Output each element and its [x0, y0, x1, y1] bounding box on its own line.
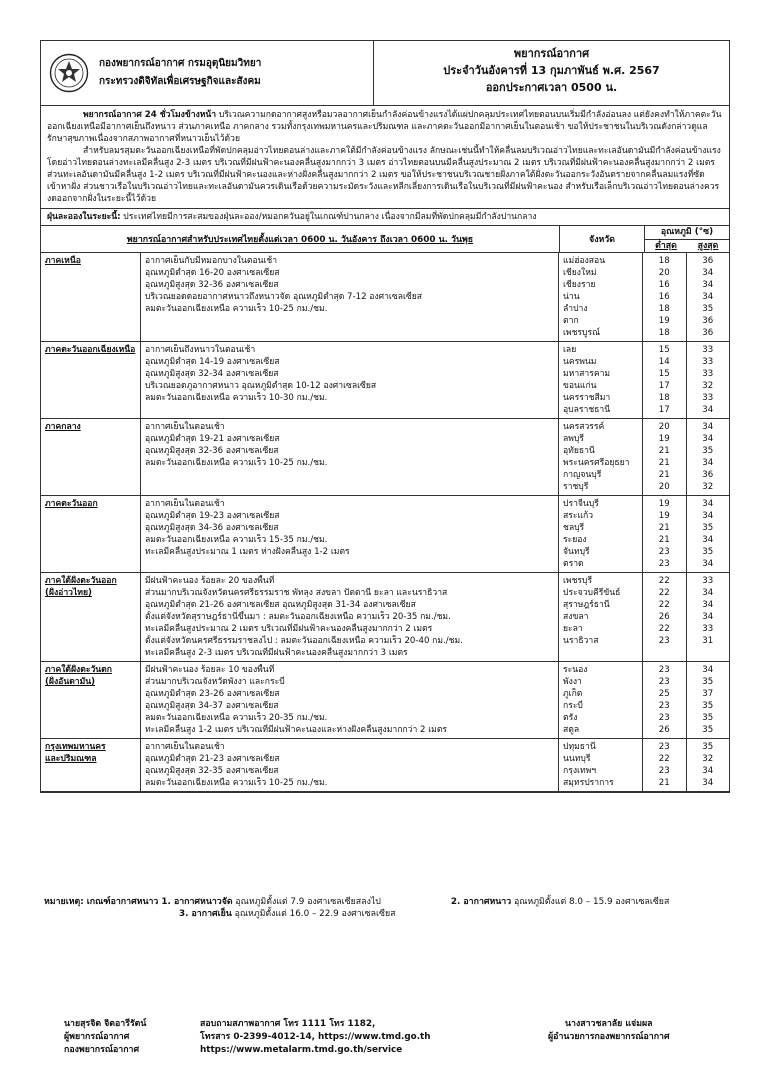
region-max-temps [687, 496, 730, 572]
region-max-temps [687, 253, 730, 341]
region-max-temps [687, 739, 730, 791]
region-max-temps-line: 35 [702, 725, 714, 735]
region-max-temps-line: 33 [702, 357, 714, 367]
region-min-temps-line: 23 [658, 665, 670, 675]
region-description-line: ลมตะวันออกเฉียงเหนือ ความเร็ว 10-30 กม./ชม. [145, 393, 328, 403]
region-max-temps-line: 36 [702, 316, 714, 326]
note-item1-text: อุณหภูมิตั้งแต่ 7.9 องศาเซลเซียสลงไป [232, 897, 381, 907]
footer-left-2: ผู้พยากรณ์อากาศ [64, 1032, 130, 1042]
region-provinces-line: สระแก้ว [563, 511, 594, 521]
region-provinces-line: พระนครศรีอยุธยา [563, 458, 630, 468]
region-row [41, 253, 729, 342]
footer-right-1: นางสาวชลาลัย แจ่มผล [564, 1019, 653, 1029]
region-description [141, 253, 559, 341]
region-min-temps-line: 19 [658, 511, 670, 521]
summary-paragraph-2: สำหรับลมรสุมตะวันออกเฉียงเหนือที่พัดปกคลุมอ่าวไทยตอนล่างและภาคใต้มีกำลังค่อนข้างแรง ลักษณะเช่นนี้ทำให้คลื่นลมบริเวณอ่าวไทยและทะเลอันดามันมีกำลังค่อนข้างแรง โดยอ่าวไทยตอนล่างทะเลมีคลื่นสูง 2-3 เมตร บริเวณที่มีฝนฟ้าคะนองคลื่นสูงมากกว่า 3 เมตร อ่าวไทยตอนบนมีคลื่นสูงประมาณ 2 เมตร บริเวณที่มีฝนฟ้าคะนองคลื่นสูงมากกว่า 2 เมตร ส่วนทะเลอันดามันมีคลื่นสูง 1-2 เมตร บริเวณที่มีฝนฟ้าคะนองและห่างฝั่งคลื่นสูงมากกว่า 2 เมตร ขอให้ประชาชนบริเวณชายฝั่งภาคใต้ฝั่งตะวันออกระวังอันตรายจากคลื่นลมแรงที่ซัดเข้าหาฝั่ง ส่วนชาวเรือในบริเวณอ่าวไทยและทะเลอันดามันควรเดินเรือด้วยความระมัดระวังและหลีกเลี่ยงการเดินเรือในบริเวณที่มีฝนฟ้าคะนอง สำหรับเรือเล็กบริเวณอ่าวไทยตอนล่างควรงดออกจากฝั่งในระยะนี้ไว้ด้วย [47, 146, 721, 204]
summary [41, 106, 729, 209]
region-description [141, 496, 559, 572]
note-item2-title: 2. อากาศหนาว [450, 897, 512, 907]
region-max-temps-line: 34 [702, 268, 714, 278]
region-max-temps [687, 342, 730, 418]
region-name-line: ภาคใต้ฝั่งตะวันตก [45, 665, 112, 675]
footer-contact [200, 1018, 431, 1057]
region-description-line: อุณหภูมิสูงสุด 32-35 องศาเซลเซียส [145, 766, 279, 776]
region-description-line: อุณหภูมิสูงสุด 34-36 องศาเซลเซียส [145, 523, 279, 533]
region-min-temps-line: 23 [658, 742, 670, 752]
region-min-temps-line: 16 [658, 280, 670, 290]
region-min-temps-line: 14 [658, 357, 670, 367]
region-description-line: ตั้งแต่จังหวัดนครศรีธรรมราชลงไป : ลมตะวันออกเฉียงเหนือ ความเร็ว 20-40 กม./ชม. [145, 636, 463, 646]
region-description-line: อุณหภูมิต่ำสุด 21-23 องศาเซลเซียส [145, 754, 280, 764]
dust-note [41, 209, 729, 226]
region-description-line: อากาศเย็นในตอนเช้า [145, 422, 225, 432]
region-name-line: ภาคตะวันออกเฉียงเหนือ [45, 345, 136, 355]
region-description-line: อุณหภูมิสูงสุด 34-37 องศาเซลเซียส [145, 701, 279, 711]
region-max-temps-line: 35 [702, 547, 714, 557]
region-name [41, 419, 141, 495]
region-min-temps-line: 19 [658, 434, 670, 444]
note-item3-title: 3. อากาศเย็น [179, 909, 232, 919]
region-max-temps-line: 34 [702, 422, 714, 432]
region-min-temps [643, 253, 687, 341]
region-provinces [559, 253, 643, 341]
region-provinces [559, 739, 643, 791]
region-max-temps-line: 34 [702, 434, 714, 444]
region-provinces-line: นครพนม [563, 357, 597, 367]
region-provinces-line: ตราด [563, 559, 584, 569]
region-min-temps-line: 18 [658, 328, 670, 338]
forecast-frame [40, 40, 730, 793]
region-max-temps-line: 35 [702, 713, 714, 723]
col-max: สูงสุด [697, 241, 719, 251]
issued-time: ออกประกาศเวลา 0500 น. [485, 81, 618, 94]
region-provinces-line: กระบี่ [563, 701, 583, 711]
region-min-temps-line: 26 [658, 612, 670, 622]
region-min-temps [643, 662, 687, 738]
region-name-line: และปริมณฑล [45, 754, 97, 764]
summary-lead: พยากรณ์อากาศ 24 ชั่วโมงข้างหน้า [83, 110, 217, 120]
region-provinces-line: ตาก [563, 316, 579, 326]
note-lead: หมายเหตุ: เกณฑ์อากาศหนาว [44, 897, 159, 907]
region-max-temps-line: 35 [702, 446, 714, 456]
region-min-temps-line: 23 [658, 559, 670, 569]
footer-center-1: สอบถามสภาพอากาศ โทร 1111 โทร 1182, [200, 1019, 376, 1029]
region-row [41, 662, 729, 739]
region-provinces-line: สงขลา [563, 612, 589, 622]
region-description-line: อากาศเย็นกับมีหมอกบางในตอนเช้า [145, 256, 278, 266]
region-description-line: บริเวณยอดภูอากาศหนาว อุณหภูมิต่ำสุด 10-12 องศาเซลเซียส [145, 381, 377, 391]
region-min-temps-line: 22 [658, 600, 670, 610]
region-max-temps-line: 32 [702, 482, 714, 492]
region-max-temps-line: 34 [702, 511, 714, 521]
region-description-line: อากาศเย็นในตอนเช้า [145, 742, 225, 752]
region-min-temps-line: 22 [658, 624, 670, 634]
region-max-temps-line: 36 [702, 470, 714, 480]
region-provinces [559, 419, 643, 495]
region-max-temps-line: 31 [702, 636, 714, 646]
region-provinces-line: ปทุมธานี [563, 742, 596, 752]
region-provinces-line: สตูล [563, 725, 580, 735]
region-provinces-line: นครราชสีมา [563, 393, 611, 403]
region-min-temps-line: 20 [658, 268, 670, 278]
region-description-line: ลมตะวันออกเฉียงเหนือ ความเร็ว 10-25 กม./ชม. [145, 458, 328, 468]
region-description-line: ส่วนมากบริเวณจังหวัดนครศรีธรรมราช พัทลุง สงขลา ปัตตานี ยะลา และนราธิวาส [145, 588, 448, 598]
region-provinces-line: ขอนแก่น [563, 381, 597, 391]
footer-forecaster [64, 1018, 146, 1057]
region-provinces-line: ยะลา [563, 624, 583, 634]
region-min-temps-line: 17 [658, 381, 670, 391]
region-max-temps-line: 34 [702, 405, 714, 415]
region-min-temps [643, 573, 687, 661]
region-min-temps-line: 21 [658, 446, 670, 456]
region-description [141, 662, 559, 738]
region-max-temps-line: 33 [702, 393, 714, 403]
region-description-line: ทะเลมีคลื่นสูง 1-2 เมตร บริเวณที่มีฝนฟ้าคะนองและห่างฝั่งคลื่นสูงมากกว่า 2 เมตร [145, 725, 448, 735]
region-min-temps-line: 19 [658, 499, 670, 509]
region-min-temps-line: 23 [658, 636, 670, 646]
note-item2-text: อุณหภูมิตั้งแต่ 8.0 – 15.9 องศาเซลเซียส [511, 897, 670, 907]
region-provinces-line: เพชรบูรณ์ [563, 328, 601, 338]
forecast-date: ประจำวันอังคารที่ 13 กุมภาพันธ์ พ.ศ. 2567 [443, 64, 660, 77]
region-min-temps [643, 496, 687, 572]
region-max-temps-line: 34 [702, 535, 714, 545]
region-name-line: (ฝั่งอันดามัน) [45, 677, 96, 687]
region-name-line: (ฝั่งอ่าวไทย) [45, 588, 92, 598]
region-description-line: ทะเลมีคลื่นสูงประมาณ 1 เมตร ห่างฝั่งคลื่นสูง 1-2 เมตร [145, 547, 350, 557]
region-provinces-line: น่าน [563, 292, 580, 302]
region-provinces [559, 342, 643, 418]
region-name [41, 739, 141, 791]
region-provinces-line: เลย [563, 345, 577, 355]
region-min-temps-line: 20 [658, 422, 670, 432]
region-name-line: ภาคใต้ฝั่งตะวันออก [45, 576, 117, 586]
region-description-line: ส่วนมากบริเวณจังหวัดพังงา และกระบี่ [145, 677, 285, 687]
region-max-temps-line: 34 [702, 559, 714, 569]
region-max-temps-line: 33 [702, 624, 714, 634]
region-provinces-line: ระยอง [563, 535, 587, 545]
region-provinces-line: แม่ฮ่องสอน [563, 256, 606, 266]
region-max-temps-line: 34 [702, 766, 714, 776]
region-min-temps-line: 22 [658, 576, 670, 586]
region-description-line: อุณหภูมิสูงสุด 32-36 องศาเซลเซียส [145, 280, 279, 290]
region-provinces-line: ราชบุรี [563, 482, 589, 492]
region-row [41, 739, 729, 792]
region-description [141, 739, 559, 791]
table-heading: พยากรณ์อากาศสำหรับประเทศไทยตั้งแต่เวลา 0600 น. วันอังคาร ถึงเวลา 0600 น. วันพุธ [41, 226, 560, 252]
region-min-temps [643, 419, 687, 495]
header-org [41, 41, 374, 105]
org-line-2: กระทรวงดิจิทัลเพื่อเศรษฐกิจและสังคม [99, 76, 261, 87]
region-description [141, 419, 559, 495]
region-provinces [559, 662, 643, 738]
region-provinces-line: นราธิวาส [563, 636, 599, 646]
region-min-temps-line: 23 [658, 766, 670, 776]
region-row [41, 573, 729, 662]
region-provinces-line: ภูเก็ต [563, 689, 583, 699]
header [41, 41, 729, 106]
region-max-temps-line: 34 [702, 612, 714, 622]
region-max-temps-line: 34 [702, 458, 714, 468]
region-min-temps-line: 22 [658, 754, 670, 764]
region-min-temps-line: 23 [658, 713, 670, 723]
region-min-temps-line: 19 [658, 316, 670, 326]
region-min-temps-line: 18 [658, 304, 670, 314]
region-description-line: อุณหภูมิต่ำสุด 14-19 องศาเซลเซียส [145, 357, 280, 367]
region-description-line: ลมตะวันออกเฉียงเหนือ ความเร็ว 20-35 กม./ชม. [145, 713, 328, 723]
region-max-temps-line: 35 [702, 677, 714, 687]
region-min-temps-line: 17 [658, 405, 670, 415]
header-title-block [374, 41, 729, 105]
org-line-1: กองพยากรณ์อากาศ กรมอุตุนิยมวิทยา [99, 58, 262, 69]
summary-paragraph-1 [47, 109, 723, 145]
region-provinces-line: เชียงราย [563, 280, 596, 290]
region-min-temps-line: 15 [658, 345, 670, 355]
region-provinces-line: กรุงเทพฯ [563, 766, 597, 776]
tmd-seal-logo [49, 53, 89, 93]
region-max-temps-line: 34 [702, 499, 714, 509]
region-description-line: อุณหภูมิต่ำสุด 23-26 องศาเซลเซียส [145, 689, 280, 699]
region-description-line: อากาศเย็นในตอนเช้า [145, 499, 225, 509]
region-max-temps [687, 419, 730, 495]
col-temp-label: อุณหภูมิ (°ซ) [645, 226, 729, 240]
region-description-line: ทะเลมีคลื่นสูง 2-3 เมตร บริเวณที่มีฝนฟ้าคะนองคลื่นสูงมากกว่า 3 เมตร [145, 648, 408, 658]
region-provinces-line: ประจวบคีรีขันธ์ [563, 588, 621, 598]
region-max-temps-line: 36 [702, 256, 714, 266]
region-provinces-line: ตรัง [563, 713, 578, 723]
region-max-temps-line: 34 [702, 665, 714, 675]
region-provinces-line: สุราษฎร์ธานี [563, 600, 610, 610]
region-description-line: อากาศเย็นถึงหนาวในตอนเช้า [145, 345, 256, 355]
region-max-temps-line: 34 [702, 600, 714, 610]
region-name [41, 496, 141, 572]
region-provinces-line: ระนอง [563, 665, 588, 675]
footer-center-3: https://www.metalarm.tmd.go.th/service [200, 1045, 403, 1055]
region-name [41, 573, 141, 661]
region-provinces-line: ชลบุรี [563, 523, 585, 533]
region-name-line: กรุงเทพมหานคร [45, 742, 106, 752]
region-max-temps-line: 32 [702, 754, 714, 764]
region-provinces-line: อุทัยธานี [563, 446, 595, 456]
footer-director [548, 1018, 670, 1044]
region-min-temps-line: 26 [658, 725, 670, 735]
region-provinces-line: อุบลราชธานี [563, 405, 611, 415]
region-min-temps-line: 21 [658, 470, 670, 480]
region-description-line: อุณหภูมิต่ำสุด 19-23 องศาเซลเซียส [145, 511, 280, 521]
region-max-temps-line: 33 [702, 369, 714, 379]
region-name-line: ภาคกลาง [45, 422, 81, 432]
dust-lead: ฝุ่นละอองในระยะนี้: [47, 212, 121, 222]
region-provinces-line: กาญจนบุรี [563, 470, 602, 480]
region-min-temps-line: 21 [658, 778, 670, 788]
col-temp [645, 226, 729, 252]
region-min-temps-line: 15 [658, 369, 670, 379]
region-description-line: อุณหภูมิต่ำสุด 21-26 องศาเซลเซียส อุณหภูมิสูงสุด 31-34 องศาเซลเซียส [145, 600, 416, 610]
footer-left-1: นายสุรจิต จิตอารีรัตน์ [64, 1019, 147, 1029]
region-description-line: บริเวณยอดดอยอากาศหนาวถึงหนาวจัด อุณหภูมิต่ำสุด 7-12 องศาเซลเซียส [145, 292, 423, 302]
region-min-temps-line: 23 [658, 677, 670, 687]
region-max-temps-line: 35 [702, 701, 714, 711]
region-provinces-line: นครสวรรค์ [563, 422, 605, 432]
region-min-temps-line: 21 [658, 458, 670, 468]
region-min-temps-line: 18 [658, 256, 670, 266]
region-min-temps-line: 22 [658, 588, 670, 598]
region-description-line: มีฝนฟ้าคะนอง ร้อยละ 10 ของพื้นที่ [145, 665, 275, 675]
region-description-line: อุณหภูมิต่ำสุด 16-20 องศาเซลเซียส [145, 268, 280, 278]
region-description-line: อุณหภูมิต่ำสุด 19-21 องศาเซลเซียส [145, 434, 280, 444]
region-row [41, 419, 729, 496]
region-description-line: ทะเลมีคลื่นสูงประมาณ 2 เมตร บริเวณที่มีฝนฟ้าคะนองคลื่นสูงมากกว่า 2 เมตร [145, 624, 433, 634]
region-description-line: ลมตะวันออกเฉียงเหนือ ความเร็ว 10-25 กม./ชม. [145, 304, 328, 314]
region-provinces-line: ลพบุรี [563, 434, 585, 444]
region-description [141, 342, 559, 418]
region-min-temps-line: 21 [658, 535, 670, 545]
region-provinces-line: เชียงใหม่ [563, 268, 597, 278]
dust-text: ประเทศไทยมีการสะสมของฝุ่นละออง/หมอกควันอยู่ในเกณฑ์ปานกลาง เนื่องจากมีลมที่พัดปกคลุมมีกำลังปานกลาง [120, 212, 537, 222]
region-description-line: มีฝนฟ้าคะนอง ร้อยละ 20 ของพื้นที่ [145, 576, 275, 586]
region-provinces-line: เพชรบุรี [563, 576, 593, 586]
col-province: จังหวัด [560, 226, 645, 252]
region-min-temps-line: 23 [658, 547, 670, 557]
regions-table [41, 253, 729, 792]
region-description-line: ลมตะวันออกเฉียงเหนือ ความเร็ว 15-35 กม./ชม. [145, 535, 328, 545]
region-max-temps-line: 34 [702, 292, 714, 302]
region-name-line: ภาคตะวันออก [45, 499, 98, 509]
region-max-temps-line: 33 [702, 345, 714, 355]
region-min-temps-line: 25 [658, 689, 670, 699]
region-min-temps-line: 18 [658, 393, 670, 403]
region-max-temps-line: 34 [702, 280, 714, 290]
region-name-line: ภาคเหนือ [45, 256, 81, 266]
region-min-temps-line: 23 [658, 701, 670, 711]
region-max-temps [687, 662, 730, 738]
region-provinces-line: สมุทรปราการ [563, 778, 614, 788]
region-max-temps [687, 573, 730, 661]
region-name [41, 253, 141, 341]
region-provinces-line: จันทบุรี [563, 547, 590, 557]
region-max-temps-line: 37 [702, 689, 714, 699]
region-provinces-line: ลำปาง [563, 304, 588, 314]
region-provinces-line: มหาสารคาม [563, 369, 611, 379]
region-max-temps-line: 35 [702, 523, 714, 533]
region-min-temps [643, 342, 687, 418]
footer-center-2: โทรสาร 0-2399-4012-14, https://www.tmd.go.th [200, 1032, 431, 1042]
region-min-temps-line: 16 [658, 292, 670, 302]
region-description-line: ลมตะวันออกเฉียงเหนือ ความเร็ว 10-25 กม./ชม. [145, 778, 328, 788]
footer-left-3: กองพยากรณ์อากาศ [64, 1045, 140, 1055]
region-max-temps-line: 34 [702, 778, 714, 788]
region-name [41, 662, 141, 738]
region-description-line: อุณหภูมิสูงสุด 32-36 องศาเซลเซียส [145, 446, 279, 456]
region-provinces [559, 496, 643, 572]
region-row [41, 496, 729, 573]
region-max-temps-line: 34 [702, 588, 714, 598]
region-name [41, 342, 141, 418]
region-max-temps-line: 35 [702, 742, 714, 752]
region-max-temps-line: 33 [702, 576, 714, 586]
region-min-temps [643, 739, 687, 791]
region-description-line: อุณหภูมิสูงสุด 32-34 องศาเซลเซียส [145, 369, 279, 379]
region-min-temps-line: 21 [658, 523, 670, 533]
footer-right-2: ผู้อำนวยการกองพยากรณ์อากาศ [548, 1032, 670, 1042]
region-max-temps-line: 36 [702, 328, 714, 338]
region-description-line: ตั้งแต่จังหวัดสุราษฎร์ธานีขึ้นมา : ลมตะวันออกเฉียงเหนือ ความเร็ว 20-35 กม./ชม. [145, 612, 451, 622]
region-provinces [559, 573, 643, 661]
note-item3-text: อุณหภูมิตั้งแต่ 16.0 – 22.9 องศาเซลเซียส [231, 909, 396, 919]
summary-text-1: บริเวณความกดอากาศสูงหรือมวลอากาศเย็นกำลังค่อนข้างแรงได้แผ่ปกคลุมประเทศไทยตอนบนเริ่มมีกำลังอ่อนลง แต่ยังคงทำให้ภาคตะวันออกเฉียงเหนือมีอากาศเย็นถึงหนาว ส่วนภาคเหนือ ภาคกลาง รวมทั้งกรุงเทพมหานครและปริมณฑล และภาคตะวันออกมีอากาศเย็นในตอนเช้า ขอให้ประชาชนในบริเวณดังกล่าวดูแลรักษาสุขภาพเนื่องจากสภาพอากาศที่หนาวเย็นไว้ด้วย [47, 110, 722, 144]
page-title: พยากรณ์อากาศ [513, 47, 590, 60]
note [44, 896, 724, 920]
region-provinces-line: ปราจีนบุรี [563, 499, 599, 509]
note-item1-title: 1. อากาศหนาวจัด [158, 897, 233, 907]
region-description [141, 573, 559, 661]
region-provinces-line: นนทบุรี [563, 754, 591, 764]
region-row [41, 342, 729, 419]
region-min-temps-line: 20 [658, 482, 670, 492]
region-max-temps-line: 35 [702, 304, 714, 314]
region-max-temps-line: 32 [702, 381, 714, 391]
table-header [41, 226, 729, 253]
region-provinces-line: พังงา [563, 677, 582, 687]
col-min: ต่ำสุด [655, 241, 677, 251]
